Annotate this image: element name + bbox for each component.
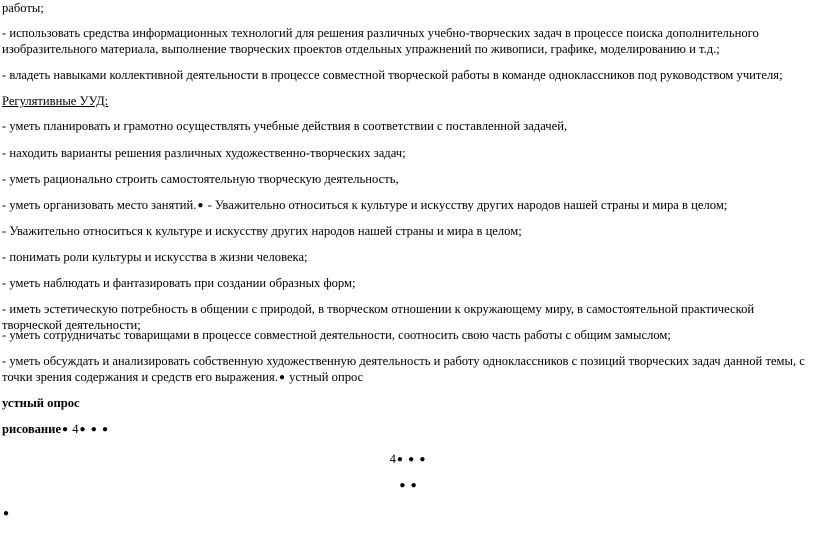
- centered-number-row: [0, 451, 816, 468]
- number-value: 4: [72, 422, 79, 436]
- bullet-icon: ●: [408, 454, 415, 465]
- text-line: - уметь рационально строить самостоятельную творческую деятельность,: [2, 172, 399, 186]
- text-line-with-bullet: [2, 197, 814, 214]
- section-heading-regulatory: Регулятивные УУД:: [2, 94, 109, 108]
- text-line: - уметь сотрудничатьс товарищами в процессе совместной деятельности, соотносить свою часть работы с общим замыслом;: [2, 328, 671, 342]
- bullet-icon: ●: [79, 424, 86, 435]
- bullet-icon: ●: [419, 454, 426, 465]
- text-segment: устный опрос: [286, 370, 364, 384]
- drawing-row: [2, 421, 814, 438]
- text-segment: - Уважительно относиться к культуре и искусству других народов нашей страны и мира в целом;: [204, 198, 728, 212]
- centered-bullet-row: [0, 477, 816, 494]
- bullet-icon: ●: [62, 424, 69, 435]
- text-line: - иметь эстетическую потребность в общении с природой, в творческом отношении к окружающему миру, в самостоятельной практической творческой деятельности;: [2, 302, 755, 332]
- text-paragraph: - использовать средства информационных технологий для решения различных учебно-творческих задач в процессе поиска дополнительного изобразительного материала, выполнение творческих проектов отдельных упражнений по живописи, графике, моделированию и т.д.;: [2, 26, 759, 56]
- number-value: 4: [389, 452, 396, 466]
- text-line: - Уважительно относиться к культуре и искусству других народов нашей страны и мира в целом;: [2, 224, 522, 238]
- text-segment: - уметь обсуждать и анализировать собственную художественную деятельность и работу одноклассников с позиций творческих задач данной темы, с точки зрения содержания и средств его выражения.: [2, 354, 805, 384]
- text-line: - уметь планировать и грамотно осуществлять учебные действия в соответствии с поставленной задачей,: [2, 119, 568, 133]
- standalone-bullet-row: [2, 505, 814, 522]
- bullet-icon: ●: [399, 480, 406, 491]
- bullet-icon: ●: [101, 424, 108, 435]
- bullet-icon: ●: [90, 424, 97, 435]
- drawing-label: рисование: [2, 422, 62, 436]
- text-line: - понимать роли культуры и искусства в жизни человека;: [2, 250, 308, 264]
- text-line: - находить варианты решения различных художественно-творческих задач;: [2, 146, 406, 160]
- bullet-icon: ●: [3, 508, 10, 519]
- bullet-icon: ●: [278, 372, 286, 383]
- text-line: работы;: [2, 1, 44, 15]
- bullet-icon: ●: [396, 454, 403, 465]
- bullet-icon: ●: [410, 480, 417, 491]
- oral-survey-label: устный опрос: [2, 396, 80, 410]
- text-paragraph-with-bullet: [2, 353, 814, 386]
- text-segment: - уметь организовать место занятий.: [2, 198, 197, 212]
- bullet-icon: ●: [197, 200, 204, 211]
- text-line: - уметь наблюдать и фантазировать при создании образных форм;: [2, 276, 356, 290]
- text-paragraph: - владеть навыками коллективной деятельности в процессе совместной творческой работы в команде одноклассников под руководством учителя;: [2, 68, 783, 82]
